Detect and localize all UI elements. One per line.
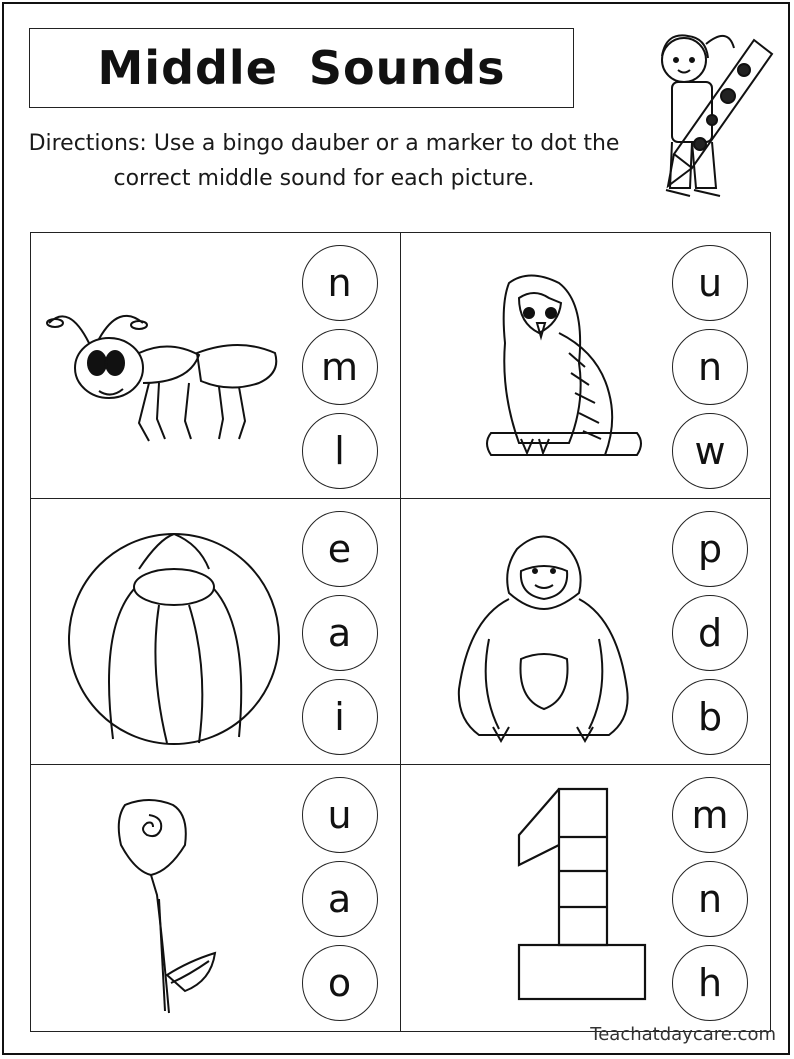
answer-circle[interactable]: u xyxy=(672,245,748,321)
girl-with-crayon-illustration xyxy=(632,18,782,208)
picture-cell xyxy=(401,233,771,499)
picture-cell xyxy=(401,499,771,765)
picture-cell xyxy=(31,765,401,1031)
picture-cell xyxy=(401,765,771,1031)
answer-choices xyxy=(672,511,750,755)
answer-circle[interactable]: h xyxy=(672,945,748,1021)
rose-picture xyxy=(39,775,301,1020)
answer-choices xyxy=(672,245,750,489)
answer-circle[interactable]: b xyxy=(672,679,748,755)
answer-circle[interactable]: n xyxy=(672,861,748,937)
answer-circle[interactable]: p xyxy=(672,511,748,587)
answer-choices xyxy=(302,511,380,755)
answer-circle[interactable]: n xyxy=(302,245,378,321)
ant-picture xyxy=(39,243,301,488)
answer-choices xyxy=(302,245,380,489)
answer-choices xyxy=(302,777,380,1021)
answer-circle[interactable]: a xyxy=(302,595,378,671)
directions-text: Directions: Use a bingo dauber or a marker to dot the correct middle sound for each picture. xyxy=(28,131,620,191)
answer-circle[interactable]: a xyxy=(302,861,378,937)
answer-circle[interactable]: l xyxy=(302,413,378,489)
footer-credit: Teachatdaycare.com xyxy=(590,1024,776,1045)
answer-circle[interactable]: m xyxy=(302,329,378,405)
number-one-picture xyxy=(409,775,671,1020)
answer-circle[interactable]: d xyxy=(672,595,748,671)
answer-circle[interactable]: n xyxy=(672,329,748,405)
ball-picture xyxy=(39,509,301,754)
picture-grid xyxy=(30,232,771,1032)
answer-circle[interactable]: m xyxy=(672,777,748,853)
worksheet-page xyxy=(2,2,790,1055)
picture-cell xyxy=(31,233,401,499)
answer-circle[interactable]: e xyxy=(302,511,378,587)
answer-circle[interactable]: u xyxy=(302,777,378,853)
page-title: Middle Sounds xyxy=(29,28,574,108)
gorilla-picture xyxy=(409,509,671,754)
answer-circle[interactable]: o xyxy=(302,945,378,1021)
answer-circle[interactable]: w xyxy=(672,413,748,489)
picture-cell xyxy=(31,499,401,765)
answer-choices xyxy=(672,777,750,1021)
owl-picture xyxy=(409,243,671,488)
answer-circle[interactable]: i xyxy=(302,679,378,755)
